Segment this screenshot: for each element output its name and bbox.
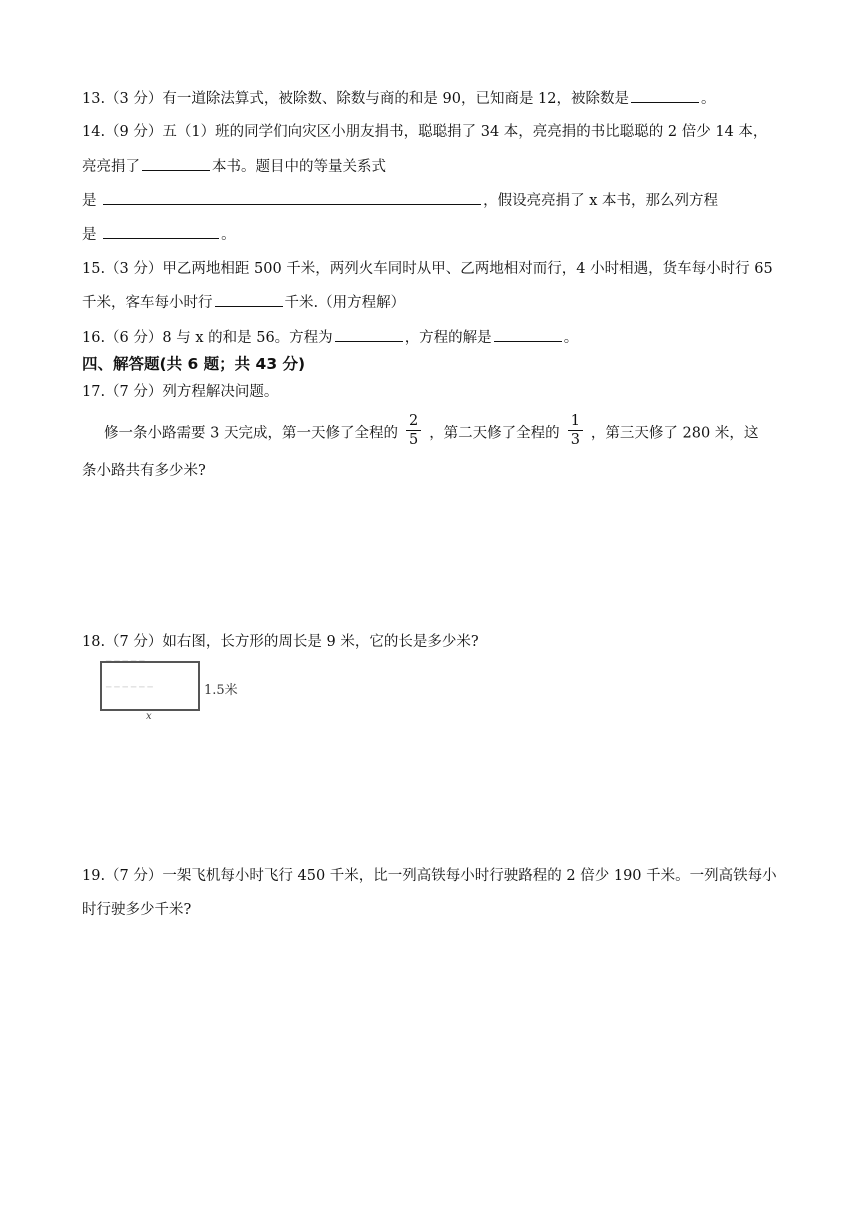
q14-text-4a: 是 [82,227,102,243]
q14-text-4b: 。 [221,227,236,243]
question-17-line3 [82,461,206,481]
faded-mark: ─ ─ ─ ─ ─ [106,657,145,667]
q14-answer-blank-3[interactable] [103,224,219,239]
q14-answer-blank-1[interactable] [142,156,210,171]
rectangle-width-label: 1.5米 [204,683,238,698]
question-19-line2 [82,900,191,920]
q13-answer-blank[interactable] [631,88,699,103]
q15-text-2b: 千米.（用方程解） [284,295,406,311]
q17-text-2b: ，第二天修了全程的 [429,425,560,442]
rectangle-figure [94,657,244,721]
question-15-line1 [82,259,773,279]
q14-text-3b: ，假设亮亮捐了 x 本书，那么列方程 [483,193,719,209]
q13-text: 13.（3 分）有一道除法算式，被除数、除数与商的和是 90，已知商是 12，被除数是 [82,91,630,107]
rectangle-length-label: x [146,711,152,722]
q16-text-b: ，方程的解是 [404,330,492,346]
q14-answer-blank-2[interactable] [103,190,481,205]
q17-text-1: 17.（7 分）列方程解决问题。 [82,384,279,400]
fraction-denominator: 3 [570,432,580,448]
fraction-denominator: 5 [408,432,419,448]
question-14-line3 [82,190,718,211]
q16-text-a: 16.（6 分）8 与 x 的和是 56。方程为 [82,330,333,346]
fraction-two-fifths [406,412,421,449]
question-14-line4 [82,224,236,245]
question-16 [82,327,578,348]
q17-text-2a: 修一条小路需要 3 天完成，第一天修了全程的 [104,425,398,442]
fraction-one-third [568,412,583,449]
section-heading: 四、解答题(共 6 题；共 43 分) [82,355,306,373]
q19-text-2: 时行驶多少千米? [82,902,192,918]
q14-text-2a: 亮亮捐了 [82,159,140,175]
q16-answer-blank-2[interactable] [494,327,562,342]
q17-text-3: 条小路共有多少米? [82,463,206,479]
q18-text: 18.（7 分）如右图，长方形的周长是 9 米，它的长是多少米? [82,634,479,650]
q16-text-c: 。 [563,330,579,346]
q15-text-1: 15.（3 分）甲乙两地相距 500 千米，两列火车同时从甲、乙两地相对而行，4 小时相遇，货车每小时行 65 [82,261,773,277]
q16-answer-blank-1[interactable] [335,327,403,342]
fraction-numerator: 2 [406,412,421,431]
q14-text-3a: 是 [82,193,102,209]
fraction-numerator: 1 [568,412,583,431]
q19-text-1: 19.（7 分）一架飞机每小时飞行 450 千米，比一列高铁每小时行驶路程的 2 倍少 190 千米。一列高铁每小 [82,868,777,884]
question-14-line1 [82,122,767,142]
faded-mark: ─ ─ ─ ─ ─ ─ [106,683,153,693]
question-17-line2 [104,415,758,452]
q13-end: 。 [701,91,716,107]
q17-text-2c: ，第三天修了 280 米，这 [590,425,759,442]
question-19-line1 [82,866,777,886]
q15-answer-blank[interactable] [215,292,283,307]
question-15-line2 [82,292,405,313]
q15-text-2a: 千米，客车每小时行 [82,295,213,311]
q14-text-1: 14.（9 分）五（1）班的同学们向灾区小朋友捐书，聪聪捐了 34 本，亮亮捐的书比聪聪的 2 倍少 14 本， [82,124,768,140]
question-13 [82,88,716,109]
question-14-line2 [82,156,386,177]
question-17-line1 [82,382,278,402]
q14-text-2b: 本书。题目中的等量关系式 [212,159,386,175]
question-18 [82,632,479,652]
